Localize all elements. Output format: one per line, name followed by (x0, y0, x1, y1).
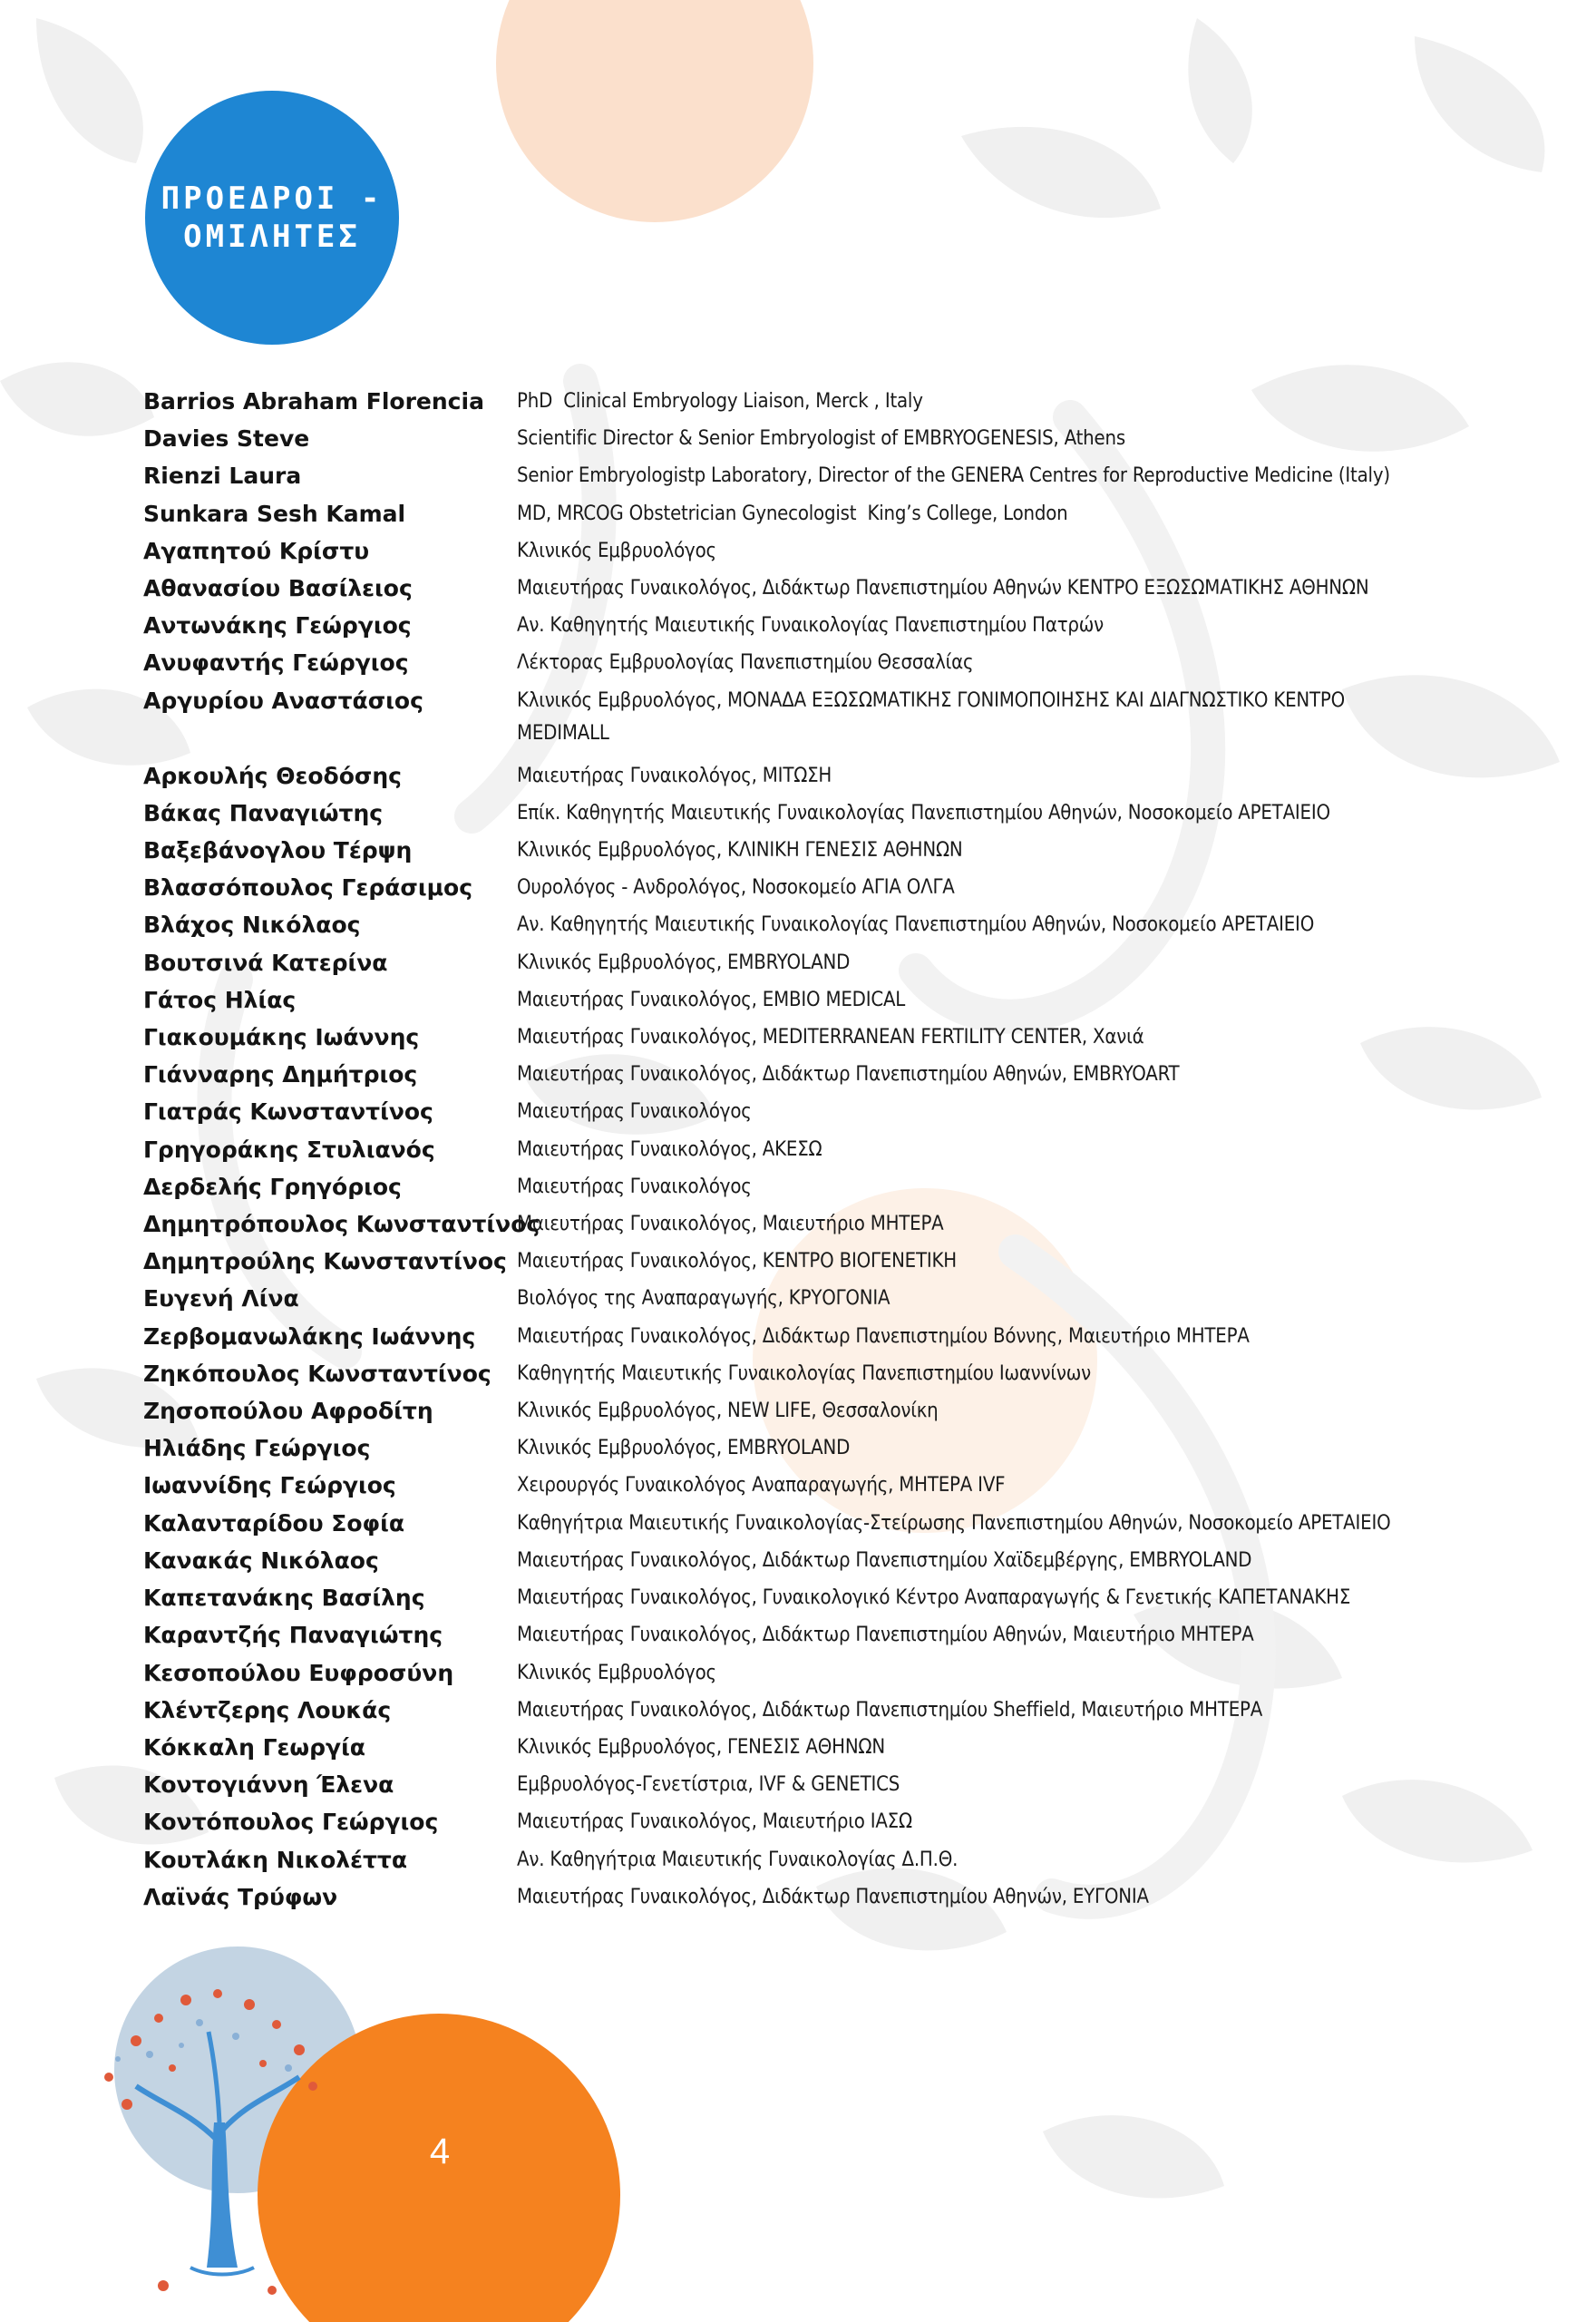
speaker-affiliation: Μαιευτήρας Γυναικολόγος (517, 1175, 752, 1198)
speaker-row (143, 1243, 1504, 1280)
footer-decoration (0, 1905, 689, 2322)
speaker-name: Δερδελής Γρηγόριος (143, 1173, 402, 1200)
speaker-row (143, 1467, 1504, 1504)
speaker-name: Καραντζής Παναγιώτης (143, 1622, 443, 1649)
speaker-row (143, 383, 1504, 420)
speaker-row (143, 1505, 1504, 1542)
speaker-affiliation: Εμβρυολόγος-Γενετίστρια, IVF & GENETICS (517, 1773, 900, 1797)
speaker-name: Λαϊνάς Τρύφων (143, 1883, 338, 1910)
speaker-row (143, 682, 1504, 750)
leaf-icon (1043, 2115, 1224, 2198)
speaker-name: Βάκας Παναγιώτης (143, 799, 384, 826)
speaker-affiliation: Καθηγήτρια Μαιευτικής Γυναικολογίας-Στείρωσης Πανεπιστημίου Αθηνών, Νοσοκομείο ΑΡΕΤΑΙΕΙΟ (517, 1511, 1391, 1535)
speaker-affiliation: Μαιευτήρας Γυναικολόγος (517, 1100, 752, 1124)
speaker-name: Αθανασίου Βασίλειος (143, 575, 413, 602)
speaker-row (143, 1131, 1504, 1168)
speaker-row (143, 420, 1504, 457)
speaker-affiliation: Μαιευτήρας Γυναικολόγος, ΑΚΕΣΩ (517, 1137, 822, 1161)
speaker-row (143, 1280, 1504, 1317)
speaker-row (143, 1392, 1504, 1429)
speaker-row (143, 457, 1504, 494)
speaker-row (143, 1429, 1504, 1467)
section-title-line1: ΠΡΟΕΔΡΟΙ - (161, 180, 384, 217)
speaker-row (143, 1878, 1504, 1916)
speaker-name: Καπετανάκης Βασίλης (143, 1585, 425, 1612)
speaker-affiliation: Λέκτορας Εμβρυολογίας Πανεπιστημίου Θεσσαλίας (517, 651, 974, 675)
speaker-name: Γάτος Ηλίας (143, 986, 297, 1013)
speaker-row (143, 495, 1504, 532)
speaker-row (143, 869, 1504, 906)
speaker-name: Δημητρούλης Κωνσταντίνος (143, 1248, 507, 1275)
speaker-affiliation: MD, MRCOG Obstetrician Gynecologist King’s College, London (517, 502, 1068, 525)
speaker-affiliation: Κλινικός Εμβρυολόγος, EMBRYOLAND (517, 951, 851, 974)
speaker-affiliation: Επίκ. Καθηγητής Μαιευτικής Γυναικολογίας Πανεπιστημίου Αθηνών, Νοσοκομείο ΑΡΕΤΑΙΕΙΟ (517, 801, 1330, 824)
speaker-name: Κλέντζερης Λουκάς (143, 1696, 392, 1723)
speaker-name: Davies Steve (143, 425, 310, 453)
speaker-name: Barrios Abraham Florencia (143, 388, 484, 415)
section-title-line2: ΟΜΙΛΗΤΕΣ (183, 219, 361, 255)
speaker-row (143, 795, 1504, 832)
speaker-affiliation: Μαιευτήρας Γυναικολόγος, MEDITERRANEAN FERTILITY CENTER, Χανιά (517, 1026, 1144, 1049)
speakers-list (143, 383, 1504, 1916)
speaker-affiliation: Κλινικός Εμβρυολόγος (517, 539, 716, 562)
speaker-row (143, 1318, 1504, 1355)
speaker-name: Αγαπητού Κρίστυ (143, 537, 370, 564)
speaker-row (143, 570, 1504, 607)
speaker-name: Κοντογιάννη Έλενα (143, 1771, 394, 1799)
speaker-row (143, 757, 1504, 795)
leaf-icon (36, 18, 143, 163)
leaf-icon (1188, 18, 1251, 163)
speaker-row (143, 1729, 1504, 1766)
speaker-row (143, 1542, 1504, 1579)
speaker-row (143, 981, 1504, 1019)
speaker-affiliation: Χειρουργός Γυναικολόγος Αναπαραγωγής, ΜΗΤΕΡΑ IVF (517, 1474, 1006, 1498)
speaker-affiliation: Αν. Καθηγητής Μαιευτικής Γυναικολογίας Πανεπιστημίου Αθηνών, Νοσοκομείο ΑΡΕΤΑΙΕΙΟ (517, 913, 1315, 937)
speaker-name: Βλάχος Νικόλαος (143, 912, 361, 939)
speaker-affiliation: Κλινικός Εμβρυολόγος, NEW LIFE, Θεσσαλονίκη (517, 1400, 939, 1423)
speaker-name: Αρκουλής Θεοδόσης (143, 762, 402, 789)
speaker-affiliation: Βιολόγος της Αναπαραγωγής, ΚΡΥΟΓΟΝΙΑ (517, 1287, 890, 1311)
speaker-row (143, 532, 1504, 570)
speaker-affiliation: Μαιευτήρας Γυναικολόγος, ΜΙΤΩΣΗ (517, 764, 832, 787)
speaker-name: Ανυφαντής Γεώργιος (143, 649, 409, 677)
speaker-name: Αργυρίου Αναστάσιος (143, 687, 423, 714)
speaker-row (143, 644, 1504, 681)
speaker-affiliation: Μαιευτήρας Γυναικολόγος, Γυναικολογικό Κέντρο Αναπαραγωγής & Γενετικής ΚΑΠΕΤΑΝΑΚΗΣ (517, 1586, 1351, 1610)
speaker-row (143, 1355, 1504, 1392)
speaker-row (143, 1803, 1504, 1840)
speaker-name: Κεσοπούλου Ευφροσύνη (143, 1659, 454, 1686)
speaker-affiliation: Αν. Καθηγήτρια Μαιευτικής Γυναικολογίας Δ.Π.Θ. (517, 1848, 959, 1871)
speaker-affiliation: Μαιευτήρας Γυναικολόγος, Διδάκτωρ Πανεπιστημίου Αθηνών, Μαιευτήριο ΜΗΤΕΡΑ (517, 1624, 1254, 1647)
speaker-affiliation: Μαιευτήρας Γυναικολόγος, ΚΕΝΤΡΟ ΒΙΟΓΕΝΕΤΙΚΗ (517, 1250, 957, 1273)
speaker-row (143, 607, 1504, 644)
speaker-affiliation: Senior Embryologistp Laboratory, Director of the GENERA Centres for Reproductive Medicine (Italy) (517, 464, 1390, 488)
speaker-affiliation: Ουρολόγος - Ανδρολόγος, Νοσοκομείο ΑΓΙΑ ΟΛΓΑ (517, 876, 955, 900)
speaker-name: Ζερβομανωλάκης Ιωάννης (143, 1322, 476, 1350)
speaker-row (143, 1841, 1504, 1878)
speaker-name: Ζηκόπουλος Κωνσταντίνος (143, 1360, 491, 1387)
speaker-row (143, 1616, 1504, 1654)
speaker-affiliation: Κλινικός Εμβρυολόγος, ΓΕΝΕΣΙΣ ΑΘΗΝΩΝ (517, 1735, 885, 1759)
speaker-affiliation: Μαιευτήρας Γυναικολόγος, Διδάκτωρ Πανεπιστημίου Χαϊδεμβέργης, EMBRYOLAND (517, 1548, 1252, 1572)
leaf-icon (1415, 36, 1544, 172)
speaker-row (143, 1766, 1504, 1803)
speaker-affiliation: Μαιευτήρας Γυναικολόγος, Μαιευτήριο ΙΑΣΩ (517, 1810, 912, 1834)
speaker-name: Βλασσόπουλος Γεράσιμος (143, 874, 473, 902)
speaker-row (143, 1056, 1504, 1093)
speaker-affiliation: Μαιευτήρας Γυναικολόγος, Διδάκτωρ Πανεπιστημίου Αθηνών, ΕΥΓΟΝΙΑ (517, 1885, 1149, 1908)
speaker-affiliation: Κλινικός Εμβρυολόγος, ΜΟΝΑΔΑ ΕΞΩΣΩΜΑΤΙΚΗΣ ΓΟΝΙΜΟΠΟΙΗΣΗΣ ΚΑΙ ΔΙΑΓΝΩΣΤΙΚΟ ΚΕΝΤΡΟ MEDIMALL (517, 688, 1346, 745)
speaker-name: Βουτσινά Κατερίνα (143, 949, 388, 976)
speaker-name: Κοντόπουλος Γεώργιος (143, 1809, 439, 1836)
speaker-affiliation: Μαιευτήρας Γυναικολόγος, Διδάκτωρ Πανεπιστημίου Sheffield, Μαιευτήριο ΜΗΤΕΡΑ (517, 1698, 1263, 1722)
speaker-name: Ιωαννίδης Γεώργιος (143, 1472, 396, 1499)
speaker-row (143, 1205, 1504, 1243)
speaker-name: Ηλιάδης Γεώργιος (143, 1435, 371, 1462)
speaker-row (143, 944, 1504, 981)
speaker-row (143, 1692, 1504, 1729)
speaker-name: Καλανταρίδου Σοφία (143, 1509, 405, 1537)
speaker-row (143, 1019, 1504, 1056)
speaker-name: Βαξεβάνογλου Τέρψη (143, 837, 413, 864)
speaker-row (143, 1168, 1504, 1205)
speaker-name: Γιάνναρης Δημήτριος (143, 1061, 418, 1088)
speaker-name: Ευγενή Λίνα (143, 1285, 299, 1312)
speaker-name: Rienzi Laura (143, 463, 302, 490)
speaker-affiliation: Μαιευτήρας Γυναικολόγος, Διδάκτωρ Πανεπιστημίου Βόννης, Μαιευτήριο ΜΗΤΕΡΑ (517, 1324, 1250, 1348)
speaker-affiliation: Μαιευτήρας Γυναικολόγος, Διδάκτωρ Πανεπιστημίου Αθηνών, EMBRYOART (517, 1063, 1180, 1087)
section-title-badge (145, 91, 399, 345)
speaker-row (143, 906, 1504, 943)
speaker-name: Κουτλάκη Νικολέττα (143, 1846, 408, 1873)
speaker-name: Γρηγοράκης Στυλιανός (143, 1136, 435, 1163)
speaker-affiliation: Κλινικός Εμβρυολόγος (517, 1661, 716, 1684)
speaker-row (143, 832, 1504, 869)
speaker-affiliation: Καθηγητής Μαιευτικής Γυναικολογίας Πανεπιστημίου Ιωαννίνων (517, 1361, 1091, 1385)
leaf-icon (961, 127, 1161, 218)
speaker-affiliation: Κλινικός Εμβρυολόγος, ΚΛΙΝΙΚΗ ΓΕΝΕΣΙΣ ΑΘΗΝΩΝ (517, 839, 963, 863)
speaker-name: Δημητρόπουλος Κωνσταντίνος (143, 1211, 540, 1238)
speaker-affiliation: PhD Clinical Embryology Liaison, Merck , Italy (517, 390, 923, 413)
speaker-affiliation: Scientific Director & Senior Embryologist of EMBRYOGENESIS, Athens (517, 427, 1125, 451)
speaker-name: Κανακάς Νικόλαος (143, 1546, 379, 1574)
speaker-row (143, 1579, 1504, 1616)
speaker-affiliation: Μαιευτήρας Γυναικολόγος, Μαιευτήριο ΜΗΤΕΡΑ (517, 1213, 944, 1236)
speaker-name: Αντωνάκης Γεώργιος (143, 612, 412, 639)
speaker-affiliation: Μαιευτήρας Γυναικολόγος, Διδάκτωρ Πανεπιστημίου Αθηνών ΚΕΝΤΡΟ ΕΞΩΣΩΜΑΤΙΚΗΣ ΑΘΗΝΩΝ (517, 577, 1369, 600)
peach-circle-top (496, 0, 813, 222)
speaker-name: Γιατράς Κωνσταντίνος (143, 1098, 433, 1126)
speaker-affiliation: Μαιευτήρας Γυναικολόγος, EMBIO MEDICAL (517, 988, 906, 1011)
speaker-affiliation: Αν. Καθηγητής Μαιευτικής Γυναικολογίας Πανεπιστημίου Πατρών (517, 614, 1105, 638)
speaker-row (143, 1093, 1504, 1130)
speaker-name: Γιακουμάκης Ιωάννης (143, 1024, 420, 1051)
speaker-name: Sunkara Sesh Kamal (143, 500, 406, 527)
speaker-row (143, 1654, 1504, 1692)
page-number: 4 (429, 2132, 451, 2171)
speaker-name: Ζησοπούλου Αφροδίτη (143, 1398, 433, 1425)
speaker-name: Κόκκαλη Γεωργία (143, 1733, 365, 1761)
leaf-icon (0, 362, 154, 436)
speaker-affiliation: Κλινικός Εμβρυολόγος, EMBRYOLAND (517, 1437, 851, 1460)
